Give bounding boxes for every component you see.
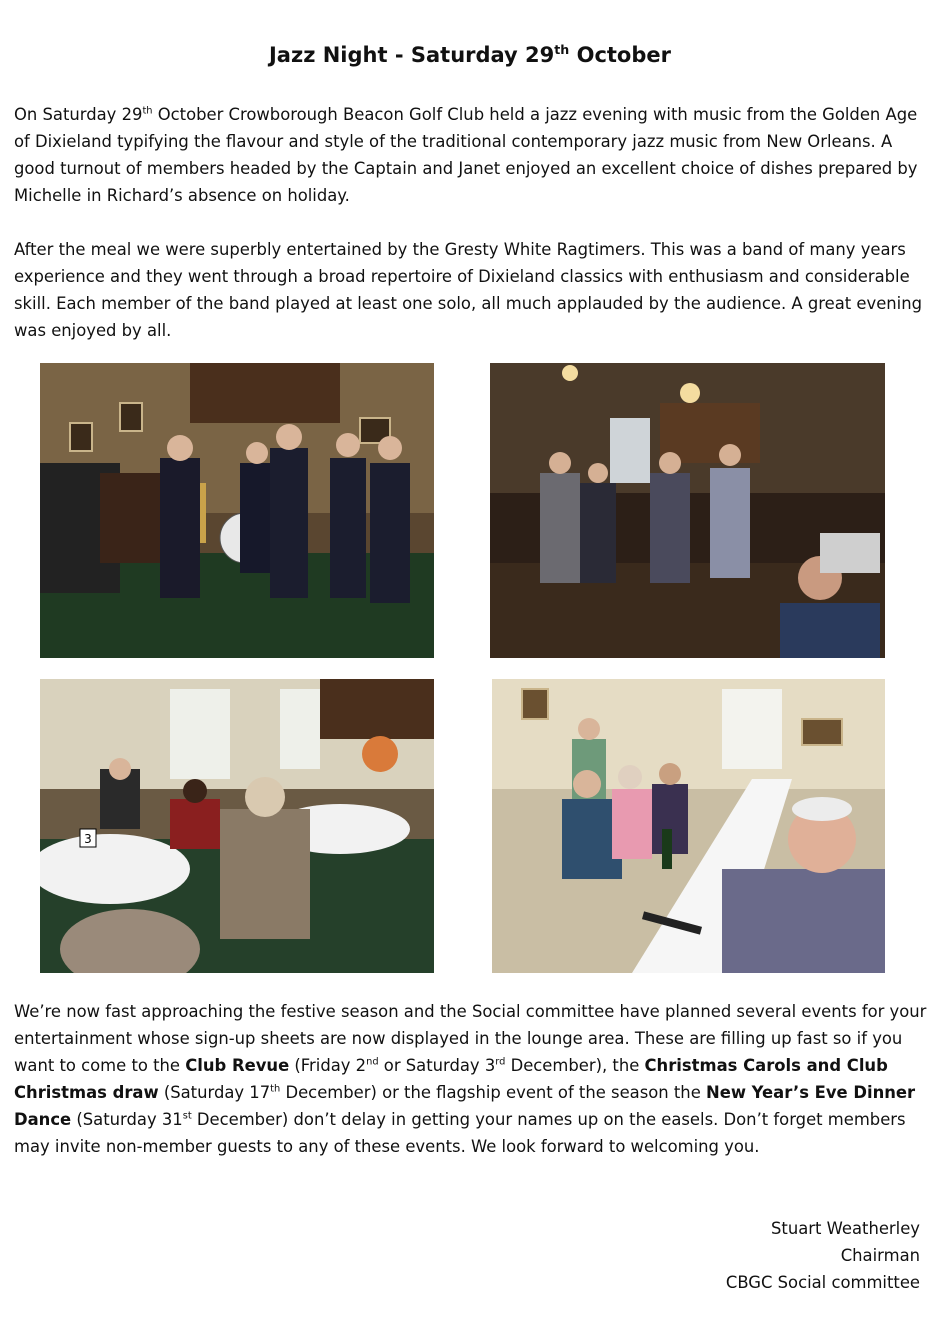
signature-block: [726, 1215, 920, 1296]
signatory-name: Stuart Weatherley: [771, 1219, 920, 1238]
intro-paragraph: On Saturday 29th October Crowborough Beacon Golf Club held a jazz evening with music from the Golden Age of Dixieland typifying the flavour and style of the traditional contemporary jazz music from New Orleans. A good turnout of members headed by the Captain and Janet enjoyed an excellent choice of dishes prepared by Michelle in Richard’s absence on holiday.: [14, 105, 918, 205]
signatory-role: Chairman: [840, 1246, 920, 1265]
band-paragraph: After the meal we were superbly entertained by the Gresty White Ragtimers. This was a band of many years experience and they went through a broad repertoire of Dixieland classics with enthusiasm and considerable skill. Each member of the band played at least one solo, all much applauded by the audience. A great evening was enjoyed by all.: [14, 240, 923, 340]
dining-photo: [40, 679, 434, 973]
page-title: Jazz Night - Saturday 29th October: [268, 42, 671, 67]
dancing-photo: [490, 363, 885, 658]
long-table-photo: [492, 679, 885, 973]
upcoming-events-paragraph: We’re now fast approaching the festive season and the Social committee have planned several events for your entertainment whose sign-up sheets are now displayed in the lounge area. These are filling up fast so if you want to come to the Club Revue (Friday 2nd or Saturday 3rd December), the Christmas Carols and Club Christmas draw (Saturday 17th December) or the flagship event of the season the New Year’s Eve Dinner Dance (Saturday 31st December) don’t delay in getting your names up on the easels. Don’t forget members may invite non-member guests to any of these events. We look forward to welcoming you.: [14, 1002, 927, 1156]
table-number: 3: [84, 832, 92, 846]
christmas-carols-event: Christmas Carols and Club Christmas draw: [14, 1056, 888, 1102]
signatory-org: CBGC Social committee: [725, 1273, 920, 1292]
new-years-eve-event: New Year’s Eve Dinner Dance: [14, 1083, 916, 1129]
band-photo: [40, 363, 434, 658]
club-revue-event: Club Revue: [185, 1056, 290, 1075]
